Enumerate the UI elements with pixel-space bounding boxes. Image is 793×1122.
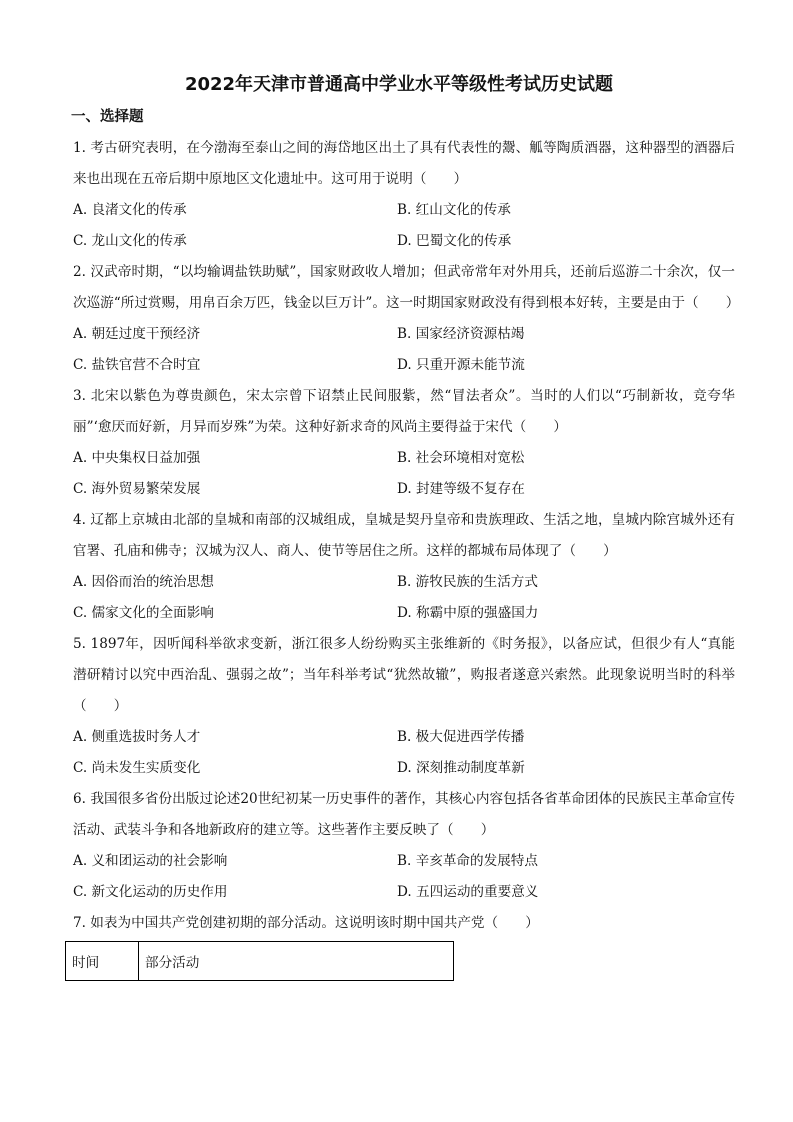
question-stem: 2. 汉武帝时期，“以均输调盐铁助赋”，国家财政收人增加；但武帝常年对外用兵，还前后巡游二十余次，仅一次巡游“所过赏赐，用帛百余万匹，钱金以巨万计”。这一时期国家财政没有得到根本好转，主要是由于（ ） [73,264,740,311]
option-c: C. 儒家文化的全面影响 [73,605,214,621]
header-activities: 部分活动 [139,942,454,981]
question-stem: 7. 如表为中国共产党创建初期的部分活动。这说明该时期中国共产党（ ） [73,915,539,931]
table-header-row [66,942,454,981]
option-d: D. 五四运动的重要意义 [397,884,539,900]
option-a: A. 中央集权日益加强 [73,450,201,466]
option-c: C. 盐铁官营不合时宜 [73,357,201,373]
option-b: B. 国家经济资源枯竭 [397,326,525,342]
question-stem: 6. 我国很多省份出版过论述20世纪初某一历史事件的著作，其核心内容包括各省革命团体的民族民主革命宣传活动、武装斗争和各地新政府的建立等。这些著作主要反映了（ ） [73,791,735,838]
question-stem: 3. 北宋以紫色为尊贵颜色，宋太宗曾下诏禁止民间服紫，然“冒法者众”。当时的人们以“巧制新妆，竞夸华丽”‘愈厌而好新，月异而岁殊”为荣。这种好新求奇的风尚主要得益于宋代（ ） [73,388,735,435]
options [73,722,735,784]
option-c: C. 龙山文化的传承 [73,233,187,249]
question-1 [73,133,735,257]
section-heading: 一、选择题 [71,109,144,125]
option-b: B. 辛亥革命的发展特点 [397,853,538,869]
question-4 [73,505,735,629]
option-c: C. 尚未发生实质变化 [73,760,201,776]
option-a: A. 义和团运动的社会影响 [73,853,228,869]
exam-page [71,70,740,981]
option-c: C. 海外贸易繁荣发展 [73,481,201,497]
option-d: D. 称霸中原的强盛国力 [397,605,539,621]
option-a: A. 良渚文化的传承 [73,202,187,218]
question-stem: 4. 辽都上京城由北部的皇城和南部的汉城组成，皇城是契丹皇帝和贵族理政、生活之地，皇城内除宫城外还有官署、孔庙和佛寺；汉城为汉人、商人、使节等居住之所。这样的都城布局体现了（ ） [73,512,735,559]
option-d: D. 深刻推动制度革新 [397,760,525,776]
question-6 [73,784,735,908]
option-a: A. 侧重选拔时务人才 [73,729,201,745]
option-b: B. 游牧民族的生活方式 [397,574,538,590]
question-7 [73,908,735,981]
question-stem: 1. 考古研究表明，在今渤海至泰山之间的海岱地区出土了具有代表性的鬶、觚等陶质酒器，这种器型的酒器后来也出现在五帝后期中原地区文化遗址中。这可用于说明（ ） [73,140,735,187]
header-time: 时间 [66,942,139,981]
option-c: C. 新文化运动的历史作用 [73,884,228,900]
option-d: D. 只重开源未能节流 [397,357,525,373]
options [73,319,735,381]
option-b: B. 极大促进西学传播 [397,729,525,745]
question-stem: 5. 1897年，因听闻科举欲求变新，浙江很多人纷纷购买主张维新的《时务报》，以备应试，但很少有人“真能潜研精讨以究中西治乱、强弱之故”；当年科举考试“犹然故辙”，购报者遂意兴索然。此现象说明当时的科举（ ） [73,636,735,714]
options [73,567,735,629]
option-a: A. 朝廷过度干预经济 [73,326,201,342]
option-b: B. 红山文化的传承 [397,202,511,218]
option-d: D. 巴蜀文化的传承 [397,233,512,249]
question-2 [73,257,740,381]
options [73,195,735,257]
activities-table [65,941,454,981]
option-a: A. 因俗而治的统治思想 [73,574,214,590]
page-title: 2022年天津市普通高中学业水平等级性考试历史试题 [184,74,614,95]
question-3 [73,381,735,505]
question-5 [73,629,735,784]
options [73,443,735,505]
option-d: D. 封建等级不复存在 [397,481,525,497]
options [73,846,735,908]
option-b: B. 社会环境相对宽松 [397,450,525,466]
